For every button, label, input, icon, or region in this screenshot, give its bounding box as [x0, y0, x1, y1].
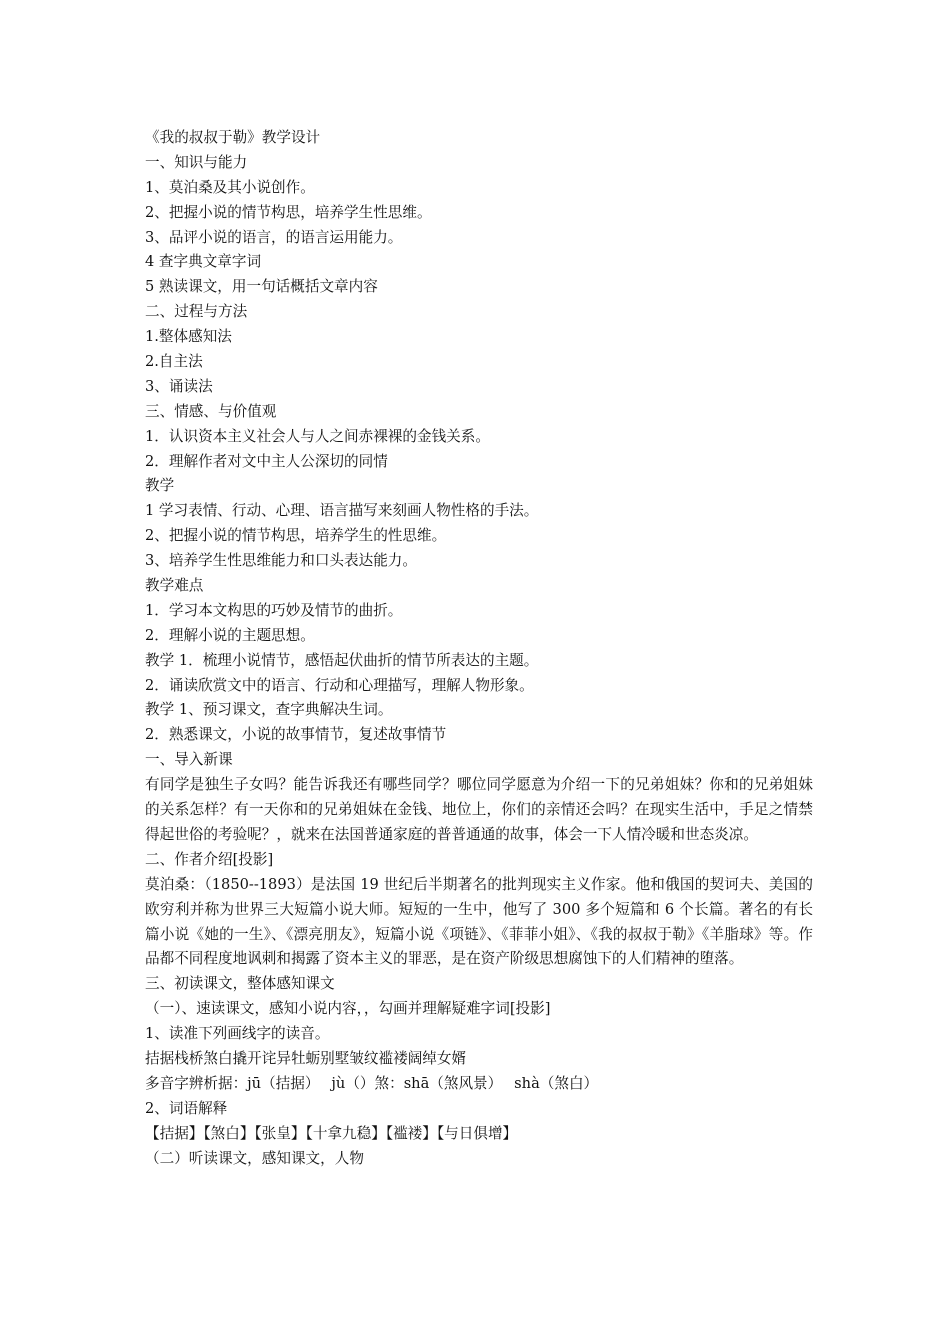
author-paragraph: 莫泊桑：（1850--1893）是法国 19 世纪后半期著名的批判现实主义作家。他和俄国的契诃夫、美国的欧穷利并称为世界三大短篇小说大师。短短的一生中，他写了 300 多个短篇和 6 个长篇。著名的有长篇小说《她的一生》、《漂亮朋友》，短篇小说《项链》、《菲菲小姐》、《我的叔叔于勒》《羊脂球》等。作品都不同程度地讽刺和揭露了资本主义的罪恶，是在资产阶级思想腐蚀下的人们精神的堕落。 [145, 875, 813, 968]
document-page [145, 126, 813, 1172]
document-line: 【拮据】【煞白】【张皇】【十拿九稳】【褴褛】【与日俱增】 [145, 1124, 518, 1142]
document-line: 三、初读课文，整体感知课文 [145, 975, 335, 993]
document-line: 教学 [145, 477, 175, 495]
document-line: 2、词语解释 [145, 1099, 228, 1117]
document-line: 1 学习表情、行动、心理、语言描写来刻画人物性格的手法。 [145, 502, 539, 520]
document-line: 1.整体感知法 [145, 328, 232, 346]
document-line: 2．诵读欣赏文中的语言、行动和心理描写，理解人物形象。 [145, 676, 534, 694]
intro-paragraph: 有同学是独生子女吗？能告诉我还有哪些同学？哪位同学愿意为介绍一下的兄弟姐妹？你和的兄弟姐妹的关系怎样？有一天你和的兄弟姐妹在金钱、地位上，你们的亲情还会吗？在现实生活中，手足之情禁得起世俗的考验呢？，就来在法国普通家庭的普普通通的故事，体会一下人情冷暖和世态炎凉。 [145, 776, 813, 843]
document-line: 3、培养学生性思维能力和口头表达能力。 [145, 552, 417, 570]
document-line: 2、把握小说的情节构思，培养学生的性思维。 [145, 527, 447, 545]
document-line: 教学 1．梳理小说情节，感悟起伏曲折的情节所表达的主题。 [145, 651, 539, 669]
document-line: 二、过程与方法 [145, 303, 248, 321]
document-line: 1．认识资本主义社会人与人之间赤裸裸的金钱关系。 [145, 427, 490, 445]
document-line: 教学难点 [145, 577, 204, 595]
document-line: 2．理解作者对文中主人公深切的同情 [145, 452, 388, 470]
reading-lines [145, 972, 813, 1171]
document-line: 多音字辨析据：jū（拮据） jù（）煞：shā（煞风景） shà（煞白） [145, 1074, 599, 1092]
document-line: 1．学习本文构思的巧妙及情节的曲折。 [145, 601, 403, 619]
document-line: 一、知识与能力 [145, 153, 248, 171]
document-title: 《我的叔叔于勒》教学设计 [145, 129, 321, 146]
document-line: 2、把握小说的情节构思，培养学生性思维。 [145, 203, 432, 221]
document-line: 4 查字典文章字词 [145, 253, 262, 271]
document-line: 2.自主法 [145, 353, 203, 371]
document-line: 1、读准下列画线字的读音。 [145, 1025, 330, 1043]
document-line: 1、莫泊桑及其小说创作。 [145, 178, 315, 196]
document-line: （一）、速读课文，感知小说内容，，勾画并理解疑难字词[投影] [145, 1000, 551, 1018]
author-heading: 二、作者介绍[投影] [145, 850, 274, 868]
outline-lines [145, 151, 813, 773]
document-line: （二）听读课文，感知课文，人物 [145, 1149, 364, 1167]
document-line: 一、导入新课 [145, 751, 233, 769]
document-line: 3、诵读法 [145, 377, 213, 395]
document-line: 拮据栈桥煞白撬开诧异牡蛎别墅皱纹褴褛阔绰女婿 [145, 1050, 467, 1068]
document-line: 2．熟悉课文，小说的故事情节，复述故事情节 [145, 726, 447, 744]
document-line: 教学 1、预习课文，查字典解决生词。 [145, 701, 393, 719]
document-line: 三、情感、与价值观 [145, 402, 277, 420]
document-line: 3、品评小说的语言，的语言运用能力。 [145, 228, 403, 246]
document-line: 2．理解小说的主题思想。 [145, 626, 315, 644]
document-line: 5 熟读课文，用一句话概括文章内容 [145, 278, 378, 296]
